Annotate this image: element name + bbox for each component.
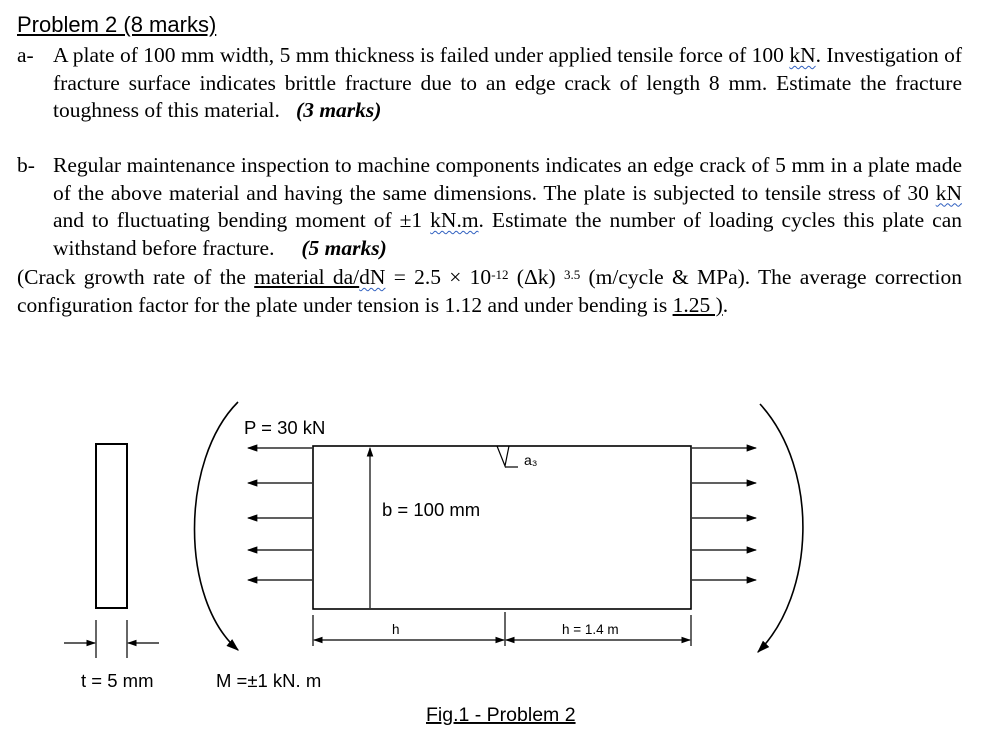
note-exp2: 3.5 [563,267,581,282]
width-label: b = 100 mm [382,499,481,520]
part-b-unit-knm: kN.m [430,208,479,232]
problem-heading: Problem 2 (8 marks) [17,12,217,37]
load-label: P = 30 kN [244,417,326,438]
note-dn: dN [359,265,386,289]
figure-caption: Fig.1 - Problem 2 [426,704,576,726]
note-rest: (m/cycle & MPa). The average correction configuration factor for the plate under tension is 1.12 and under bending is [17,265,962,317]
part-b-marks: (5 marks) [301,235,387,260]
note-value: 1.25 ) [672,292,723,317]
note-exp1: -12 [491,267,509,282]
crack-label: a₃ [524,452,538,468]
note-eq: = 2.5 × 10 [385,265,492,289]
note-end: . [722,292,729,317]
moment-label: M =±1 kN. m [216,670,322,691]
part-b-unit-kn: kN [935,180,962,205]
part-a-text-2: . Investigation of fracture surface indicates brittle fracture due to an edge crack of length 8 mm. Estimate the fracture toughness of this material. [53,43,962,122]
part-b-text-3: . Estimate the number of loading cycles this plate can withstand before fracture. [53,208,962,260]
part-a-text: A plate of 100 mm width, 5 mm thickness is failed under applied tensile force of 100 [53,43,790,67]
note-material: material da/ [254,265,360,289]
thickness-label: t = 5 mm [81,670,154,691]
part-b-label: b- [17,153,35,177]
moment-arc-right [758,404,803,652]
note-dk: (Δk) [508,265,564,289]
part-a-marks: (3 marks) [296,98,382,122]
part-a-label: a- [17,43,34,67]
note-open: (Crack growth rate of the [17,265,255,289]
h-value-label: h = 1.4 m [562,622,619,637]
h-label: h [392,622,400,637]
part-a-unit: kN [789,43,816,67]
plate-side-view [96,444,127,608]
edge-crack [497,446,509,466]
part-b-text-1: Regular maintenance inspection to machine components indicates an edge crack of 5 mm in a plate made of the above material and having the same dimensions. The plate is subjected to tensile stress of 30 [53,153,962,205]
part-b-text-2: and to fluctuating bending moment of ±1 [53,208,431,232]
moment-arc-left [195,402,239,650]
